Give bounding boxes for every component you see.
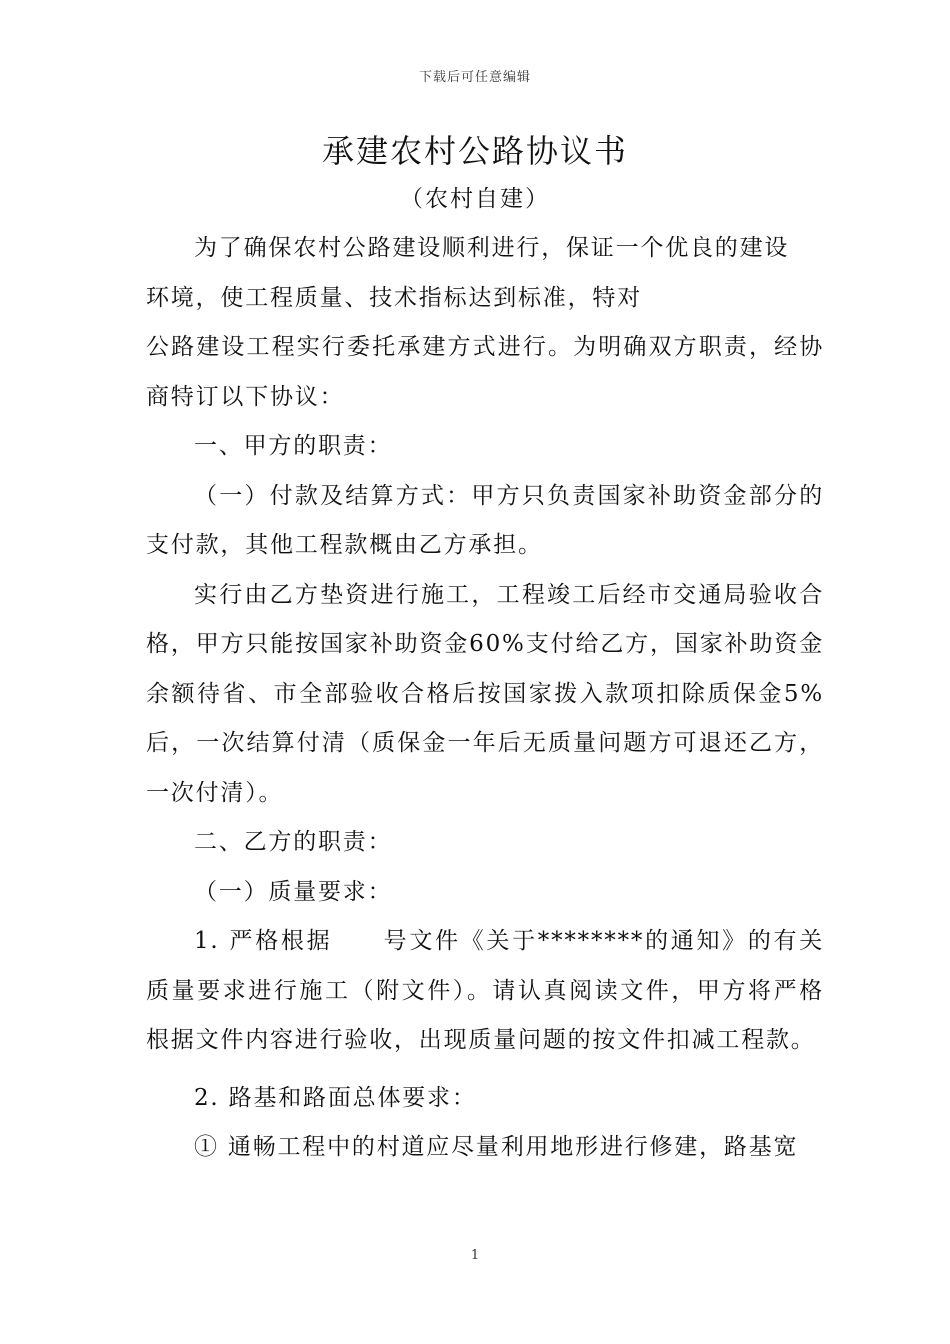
- section-heading-party-a: 一、甲方的职责：: [194, 433, 393, 459]
- page-number: 1: [470, 1248, 480, 1263]
- document-title: 承建农村公路协议书: [321, 132, 628, 170]
- document-body: [146, 224, 824, 1173]
- paragraph-quality-3: ① 通畅工程中的村道应尽量利用地形进行修建，路基宽: [194, 1134, 799, 1160]
- header-note: 下载后可任意编辑: [418, 70, 531, 85]
- subsection-quality: （一）质量要求：: [194, 878, 393, 905]
- document-subtitle: （农村自建）: [400, 186, 550, 212]
- section-heading-party-b: 二、乙方的职责：: [194, 829, 393, 855]
- paragraph-settlement: 实行由乙方垫资进行施工，工程竣工后经市交通局验收合格，甲方只能按国家补助资金60%支付给乙方，国家补助资金余额待省、市全部验收合格后按国家拨入款项扣除质保金5%后，一次结算付清（质保金一年后无质量问题方可退还乙方，一次付清）。: [146, 581, 824, 806]
- paragraph-intro-line2: 环境，使工程质量、技术指标达到标准，特对: [146, 284, 642, 311]
- paragraph-quality-2: 2. 路基和路面总体要求：: [194, 1084, 477, 1111]
- paragraph-quality-1: 1. 严格根据 号文件《关于********的通知》的有关质量要求进行施工（附文件）。请认真阅读文件，甲方将严格根据文件内容进行验收，出现质量问题的按文件扣减工程款。: [146, 928, 824, 1053]
- paragraph-intro-cont: 公路建设工程实行委托承建方式进行。为明确双方职责，经协商特订以下协议：: [146, 334, 824, 410]
- paragraph-intro-line1: 为了确保农村公路建设顺利进行，保证一个优良的建设: [194, 235, 790, 261]
- paragraph-payment: （一）付款及结算方式：甲方只负责国家补助资金部分的支付款，其他工程款概由乙方承担。: [146, 482, 824, 558]
